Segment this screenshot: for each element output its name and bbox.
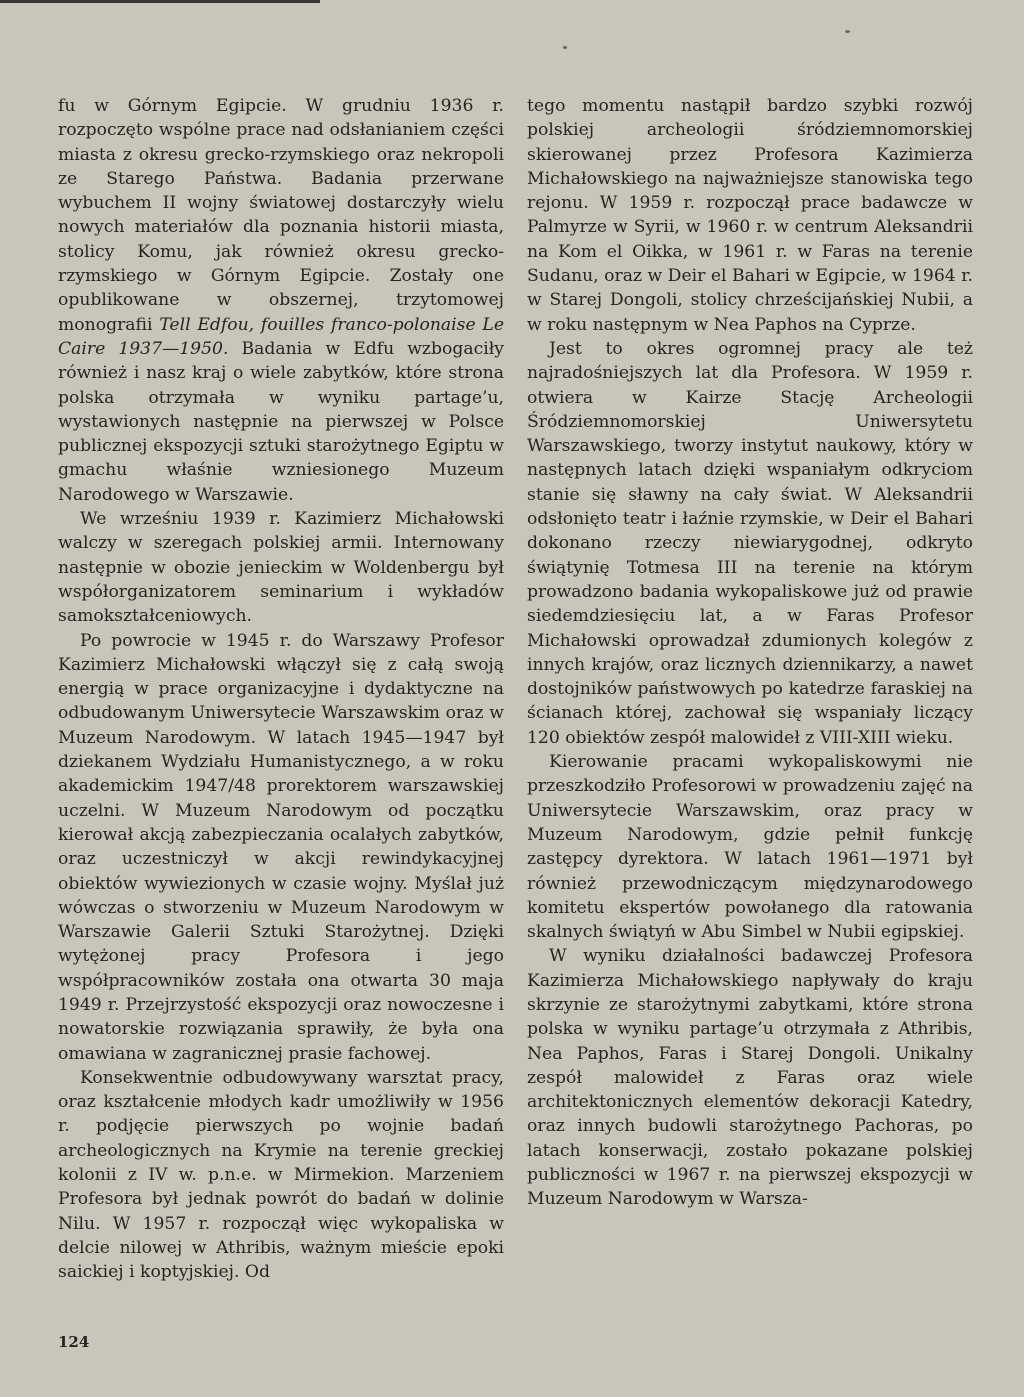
- paragraph: Konsekwentnie odbudowywany warsztat pracy, oraz kształcenie młodych kadr umożliwiły w 1956 r. podjęcie pierwszych po wojnie badań archeologicznych na Krymie na terenie greckiej kolonii z IV w. p.n.e. w Mirmekion. Marzeniem Profesora był jednak powrót do badań w dolinie Nilu. W 1957 r. rozpoczął więc wykopaliska w delcie nilowej w Athribis, ważnym mieście epoki saickiej i koptyjskiej. Od: [58, 1067, 504, 1283]
- paragraph: [58, 94, 504, 507]
- scan-edge-rule: [0, 0, 320, 3]
- paragraph-text: fu w Górnym Egipcie. W grudniu 1936 r. rozpoczęto wspólne prace nad odsłanianiem części miasta z okresu grecko-rzymskiego oraz nekropoli ze Starego Państwa. Badania przerwane wybuchem II wojny światowej dostarczyły wielu nowych materiałów dla poznania historii miasta, stolicy Komu, jak również okresu grecko-rzymskiego w Górnym Egipcie. Zostały one opublikowane w obszernej, trzytomowej monografii: [58, 96, 504, 335]
- paragraph: Po powrocie w 1945 r. do Warszawy Profesor Kazimierz Michałowski włączył się z całą swoją energią w prace organizacyjne i dydaktyczne na odbudowanym Uniwersytecie Warszawskim oraz w Muzeum Narodowym. W latach 1945—1947 był dziekanem Wydziału Humanistycznego, a w roku akademickim 1947/48 prorektorem warszawskiej uczelni. W Muzeum Narodowym od początku kierował akcją zabezpieczania ocalałych zabytków, oraz uczestniczył w akcji rewindykacyjnej obiektów wywiezionych w czasie wojny. Myślał już wówczas o stworzeniu w Muzeum Narodowym w Warszawie Galerii Sztuki Starożytnej. Dzięki wytężonej pracy Profesora i jego współpracowników została ona otwarta 30 maja 1949 r. Przejrzystość ekspozycji oraz nowoczesne i nowatorskie rozwiązania sprawiły, że była ona omawiana w zagranicznej prasie fachowej.: [58, 630, 504, 1064]
- paragraph: tego momentu nastąpił bardzo szybki rozwój polskiej archeologii śródziemnomorskiej skierowanej przez Profesora Kazimierza Michałowskiego na najważniejsze stanowiska tego rejonu. W 1959 r. rozpoczął prace badawcze w Palmyrze w Syrii, w 1960 r. w centrum Aleksandrii na Kom el Oikka, w 1961 r. w Faras na terenie Sudanu, oraz w Deir el Bahari w Egipcie, w 1964 r. w Starej Dongoli, stolicy chrześcijańskiej Nubii, a w roku następnym w Nea Paphos na Cyprze.: [527, 96, 973, 335]
- italic-title: Tell Edfou, fouilles franco-polonaise Le Caire 1937—1950.: [58, 314, 505, 359]
- paragraph-text: Badania w Edfu wzbogaciły również i nasz kraj o wiele zabytków, które strona polska otrzymała w wyniku partage’u, wystawionych następnie na pierwszej w Polsce publicznej ekspozycji sztuki starożytnego Egiptu w gmachu właśnie wzniesionego Muzeum Narodowego w Warszawie.: [58, 338, 504, 505]
- scan-speck: [845, 30, 850, 33]
- page-number: 124: [58, 1333, 90, 1351]
- right-text-column: [527, 94, 973, 1212]
- scan-speck: [563, 46, 567, 49]
- paragraph: Kierowanie pracami wykopaliskowymi nie przeszkodziło Profesorowi w prowadzeniu zajęć na Uniwersytecie Warszawskim, oraz pracy w Muzeum Narodowym, gdzie pełnił funkcję zastępcy dyrektora. W latach 1961—1971 był również przewodniczącym międzynarodowego komitetu ekspertów powołanego dla ratowania skalnych świątyń w Abu Simbel w Nubii egipskiej.: [527, 752, 973, 943]
- paragraph: Jest to okres ogromnej pracy ale też najradośniejszych lat dla Profesora. W 1959 r. otwiera w Kairze Stację Archeologii Śródziemnomorskiej Uniwersytetu Warszawskiego, tworzy instytut naukowy, który w następnych latach dzięki wspaniałym odkryciom stanie się sławny na cały świat. W Aleksandrii odsłonięto teatr i łaźnie rzymskie, w Deir el Bahari dokonano rzeczy niewiarygodnej, odkryto świątynię Totmesa III na terenie na którym prowadzono badania wykopaliskowe już od prawie siedemdziesięciu lat, a w Faras Profesor Michałowski oprowadzał zdumionych kolegów z innych krajów, oraz licznych dziennikarzy, a nawet dostojników państwowych po katedrze faraskiej na ścianach której, zachował się wspaniały liczący 120 obiektów zespół malowideł z VIII-XIII wieku.: [527, 338, 973, 748]
- paragraph: W wyniku działalności badawczej Profesora Kazimierza Michałowskiego napływały do kraju skrzynie ze starożytnymi zabytkami, które strona polska w wyniku partage’u otrzymała z Athribis, Nea Paphos, Faras i Starej Dongoli. Unikalny zespół malowideł z Faras oraz wiele architektonicznych elementów dekoracji Katedry, oraz innych budowli starożytnego Pachoras, po latach konserwacji, zostało pokazane polskiej publiczności w 1967 r. na pierwszej ekspozycji w Muzeum Narodowym w Warsza-: [527, 946, 973, 1210]
- left-text-column: [58, 94, 504, 1285]
- paragraph: We wrześniu 1939 r. Kazimierz Michałowski walczy w szeregach polskiej armii. Internowany następnie w obozie jenieckim w Woldenbergu był współorganizatorem seminarium i wykładów samokształceniowych.: [58, 509, 504, 627]
